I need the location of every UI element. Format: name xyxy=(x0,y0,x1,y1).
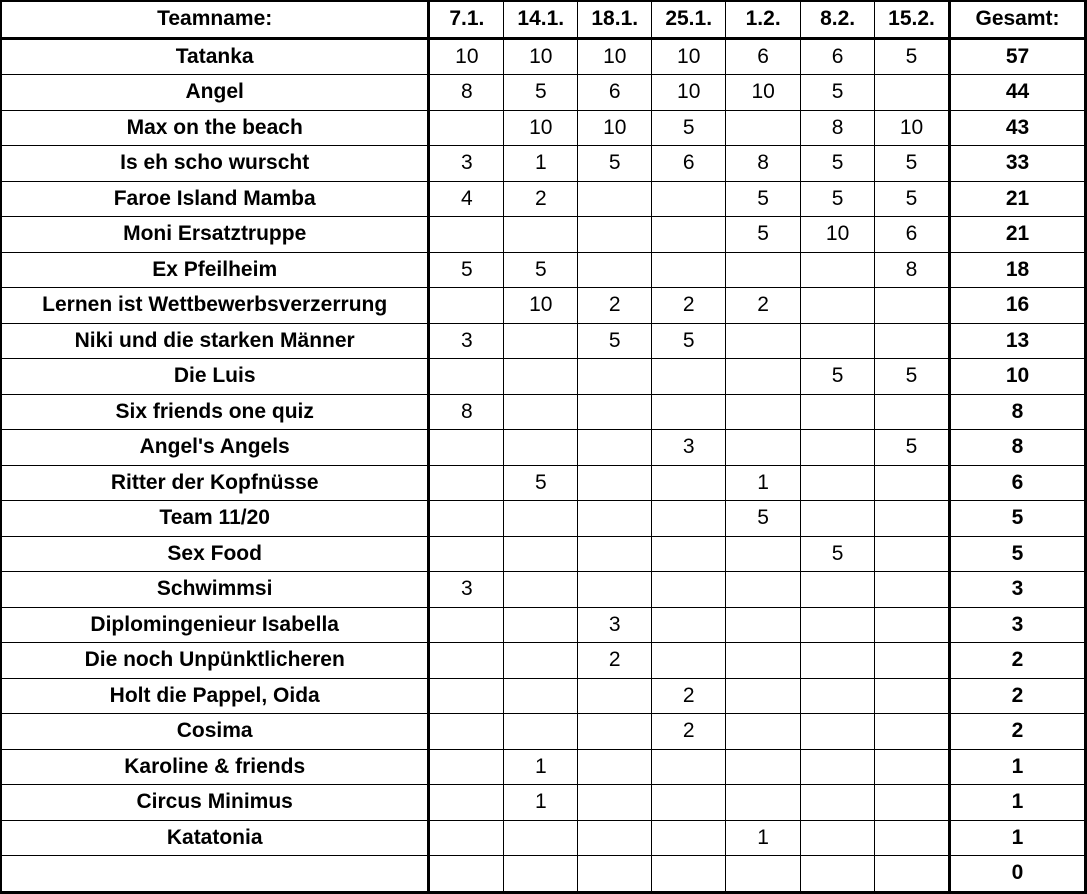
score-cell: 3 xyxy=(429,323,504,359)
total-cell: 1 xyxy=(950,749,1086,785)
score-cell xyxy=(726,323,801,359)
total-cell: 18 xyxy=(950,252,1086,288)
total-cell: 0 xyxy=(950,856,1086,893)
score-cell: 5 xyxy=(578,146,652,182)
score-cell: 3 xyxy=(429,572,504,608)
table-row xyxy=(1,749,1086,785)
score-cell xyxy=(429,714,504,750)
score-cell: 5 xyxy=(875,146,950,182)
team-name-cell: Moni Ersatztruppe xyxy=(1,217,429,253)
score-cell xyxy=(429,359,504,395)
score-cell xyxy=(801,288,875,324)
score-cell: 6 xyxy=(652,146,726,182)
score-cell xyxy=(578,359,652,395)
score-cell xyxy=(504,678,578,714)
total-cell: 6 xyxy=(950,465,1086,501)
score-cell xyxy=(652,536,726,572)
score-cell xyxy=(504,501,578,537)
total-cell: 3 xyxy=(950,572,1086,608)
score-cell xyxy=(801,252,875,288)
score-cell xyxy=(875,465,950,501)
score-cell xyxy=(726,536,801,572)
score-cell xyxy=(578,678,652,714)
team-name-cell: Sex Food xyxy=(1,536,429,572)
score-cell xyxy=(429,217,504,253)
score-cell: 10 xyxy=(726,75,801,111)
score-cell xyxy=(504,572,578,608)
score-cell xyxy=(726,252,801,288)
score-cell xyxy=(801,749,875,785)
score-cell: 3 xyxy=(429,146,504,182)
score-cell xyxy=(801,643,875,679)
score-cell xyxy=(504,359,578,395)
table-row xyxy=(1,536,1086,572)
column-header-date: 14.1. xyxy=(504,1,578,38)
score-cell xyxy=(504,217,578,253)
score-cell: 1 xyxy=(726,820,801,856)
score-cell: 8 xyxy=(801,110,875,146)
score-cell: 2 xyxy=(578,288,652,324)
score-cell: 5 xyxy=(726,181,801,217)
column-header-total: Gesamt: xyxy=(950,1,1086,38)
score-cell: 2 xyxy=(504,181,578,217)
total-cell: 5 xyxy=(950,536,1086,572)
score-cell xyxy=(652,359,726,395)
score-cell xyxy=(875,288,950,324)
total-cell: 21 xyxy=(950,181,1086,217)
score-cell xyxy=(652,749,726,785)
score-cell: 2 xyxy=(652,678,726,714)
table-row xyxy=(1,38,1086,75)
table-row xyxy=(1,75,1086,111)
score-cell xyxy=(875,749,950,785)
table-row xyxy=(1,785,1086,821)
score-cell xyxy=(578,856,652,893)
total-cell: 10 xyxy=(950,359,1086,395)
score-cell: 8 xyxy=(875,252,950,288)
score-cell: 5 xyxy=(875,359,950,395)
score-cell xyxy=(652,501,726,537)
table-row xyxy=(1,252,1086,288)
score-cell xyxy=(652,252,726,288)
score-cell xyxy=(429,430,504,466)
table-row xyxy=(1,856,1086,893)
score-cell: 1 xyxy=(726,465,801,501)
score-cell xyxy=(652,785,726,821)
score-cell: 5 xyxy=(801,146,875,182)
score-cell xyxy=(801,430,875,466)
total-cell: 44 xyxy=(950,75,1086,111)
total-cell: 8 xyxy=(950,394,1086,430)
total-cell: 1 xyxy=(950,820,1086,856)
score-cell xyxy=(504,536,578,572)
team-name-cell: Faroe Island Mamba xyxy=(1,181,429,217)
score-cell: 10 xyxy=(652,75,726,111)
total-cell: 16 xyxy=(950,288,1086,324)
score-cell xyxy=(726,678,801,714)
score-cell xyxy=(875,394,950,430)
column-header-teamname: Teamname: xyxy=(1,1,429,38)
score-cell: 1 xyxy=(504,785,578,821)
score-cell xyxy=(726,749,801,785)
score-cell xyxy=(429,536,504,572)
table-row xyxy=(1,359,1086,395)
score-cell xyxy=(726,785,801,821)
total-cell: 21 xyxy=(950,217,1086,253)
table-row xyxy=(1,678,1086,714)
score-cell: 3 xyxy=(652,430,726,466)
score-cell: 10 xyxy=(578,38,652,75)
score-cell: 5 xyxy=(504,75,578,111)
score-cell xyxy=(504,714,578,750)
score-cell xyxy=(875,643,950,679)
score-cell xyxy=(801,678,875,714)
score-cell xyxy=(801,323,875,359)
score-cell: 6 xyxy=(726,38,801,75)
table-row xyxy=(1,820,1086,856)
score-cell: 4 xyxy=(429,181,504,217)
score-cell: 6 xyxy=(578,75,652,111)
score-cell xyxy=(652,465,726,501)
table-row xyxy=(1,323,1086,359)
table-row xyxy=(1,430,1086,466)
score-cell: 5 xyxy=(429,252,504,288)
score-cell xyxy=(801,856,875,893)
score-cell xyxy=(652,181,726,217)
team-name-cell: Schwimmsi xyxy=(1,572,429,608)
score-cell xyxy=(801,607,875,643)
score-cell xyxy=(652,607,726,643)
table-row xyxy=(1,465,1086,501)
score-cell xyxy=(429,607,504,643)
score-cell xyxy=(726,430,801,466)
score-cell: 10 xyxy=(429,38,504,75)
score-cell xyxy=(429,678,504,714)
score-cell: 10 xyxy=(652,38,726,75)
team-name-cell: Ritter der Kopfnüsse xyxy=(1,465,429,501)
table-row xyxy=(1,146,1086,182)
total-cell: 3 xyxy=(950,607,1086,643)
score-cell xyxy=(801,714,875,750)
score-cell: 2 xyxy=(652,288,726,324)
score-cell xyxy=(504,856,578,893)
table-row xyxy=(1,217,1086,253)
score-cell xyxy=(578,714,652,750)
score-cell: 5 xyxy=(875,181,950,217)
total-cell: 2 xyxy=(950,714,1086,750)
score-cell xyxy=(429,820,504,856)
score-cell xyxy=(578,430,652,466)
header-row xyxy=(1,1,1086,38)
score-cell xyxy=(578,394,652,430)
score-cell: 2 xyxy=(578,643,652,679)
team-name-cell: Holt die Pappel, Oida xyxy=(1,678,429,714)
score-cell xyxy=(875,536,950,572)
score-cell xyxy=(726,607,801,643)
team-name-cell: Die noch Unpünktlicheren xyxy=(1,643,429,679)
table-row xyxy=(1,110,1086,146)
team-name-cell: Ex Pfeilheim xyxy=(1,252,429,288)
score-cell: 10 xyxy=(504,38,578,75)
column-header-date: 25.1. xyxy=(652,1,726,38)
score-cell xyxy=(652,572,726,608)
score-cell: 5 xyxy=(652,323,726,359)
score-cell xyxy=(504,323,578,359)
score-cell: 10 xyxy=(504,110,578,146)
score-cell xyxy=(504,394,578,430)
score-cell xyxy=(578,785,652,821)
score-cell xyxy=(429,288,504,324)
team-name-cell: Tatanka xyxy=(1,38,429,75)
score-cell xyxy=(875,572,950,608)
team-name-cell: Angel xyxy=(1,75,429,111)
table-row xyxy=(1,643,1086,679)
team-name-cell: Lernen ist Wettbewerbsverzerrung xyxy=(1,288,429,324)
score-cell xyxy=(578,217,652,253)
score-cell: 6 xyxy=(875,217,950,253)
score-cell xyxy=(801,572,875,608)
column-header-date: 15.2. xyxy=(875,1,950,38)
score-cell: 5 xyxy=(875,430,950,466)
score-cell xyxy=(429,785,504,821)
score-cell xyxy=(578,820,652,856)
score-cell xyxy=(652,643,726,679)
score-cell: 10 xyxy=(875,110,950,146)
team-name-cell xyxy=(1,856,429,893)
score-cell xyxy=(504,820,578,856)
score-cell: 5 xyxy=(801,359,875,395)
score-cell xyxy=(504,430,578,466)
score-cell: 8 xyxy=(429,394,504,430)
total-cell: 2 xyxy=(950,678,1086,714)
score-cell xyxy=(504,607,578,643)
table-row xyxy=(1,714,1086,750)
team-name-cell: Cosima xyxy=(1,714,429,750)
score-cell xyxy=(875,856,950,893)
score-cell xyxy=(875,820,950,856)
score-cell xyxy=(429,856,504,893)
score-cell: 10 xyxy=(578,110,652,146)
team-name-cell: Circus Minimus xyxy=(1,785,429,821)
total-cell: 13 xyxy=(950,323,1086,359)
team-name-cell: Die Luis xyxy=(1,359,429,395)
score-cell xyxy=(726,714,801,750)
table-row xyxy=(1,394,1086,430)
score-cell xyxy=(652,856,726,893)
score-cell: 10 xyxy=(504,288,578,324)
total-cell: 2 xyxy=(950,643,1086,679)
team-name-cell: Six friends one quiz xyxy=(1,394,429,430)
team-name-cell: Is eh scho wurscht xyxy=(1,146,429,182)
team-name-cell: Karoline & friends xyxy=(1,749,429,785)
score-cell xyxy=(578,536,652,572)
score-cell xyxy=(801,394,875,430)
score-cell xyxy=(726,572,801,608)
total-cell: 5 xyxy=(950,501,1086,537)
table-row xyxy=(1,181,1086,217)
score-cell xyxy=(801,501,875,537)
total-cell: 57 xyxy=(950,38,1086,75)
score-cell: 5 xyxy=(726,217,801,253)
score-cell xyxy=(578,181,652,217)
score-cell: 1 xyxy=(504,749,578,785)
score-cell xyxy=(875,323,950,359)
team-name-cell: Angel's Angels xyxy=(1,430,429,466)
score-cell xyxy=(429,643,504,679)
team-name-cell: Niki und die starken Männer xyxy=(1,323,429,359)
score-cell: 8 xyxy=(429,75,504,111)
score-cell: 5 xyxy=(504,252,578,288)
score-cell: 5 xyxy=(801,536,875,572)
score-cell: 5 xyxy=(801,75,875,111)
score-cell: 6 xyxy=(801,38,875,75)
score-cell xyxy=(578,252,652,288)
total-cell: 33 xyxy=(950,146,1086,182)
column-header-date: 1.2. xyxy=(726,1,801,38)
score-cell: 5 xyxy=(726,501,801,537)
score-cell xyxy=(875,607,950,643)
score-cell xyxy=(429,749,504,785)
score-cell xyxy=(578,465,652,501)
table-row xyxy=(1,501,1086,537)
score-cell xyxy=(578,501,652,537)
total-cell: 8 xyxy=(950,430,1086,466)
score-cell xyxy=(429,110,504,146)
score-cell xyxy=(801,785,875,821)
team-name-cell: Team 11/20 xyxy=(1,501,429,537)
score-cell xyxy=(875,75,950,111)
score-cell xyxy=(578,572,652,608)
score-cell xyxy=(726,643,801,679)
score-cell xyxy=(652,394,726,430)
score-cell xyxy=(726,856,801,893)
score-cell: 10 xyxy=(801,217,875,253)
score-cell: 2 xyxy=(652,714,726,750)
score-cell: 5 xyxy=(578,323,652,359)
score-cell xyxy=(726,110,801,146)
score-cell xyxy=(726,394,801,430)
score-cell xyxy=(652,820,726,856)
score-cell xyxy=(801,465,875,501)
table-row xyxy=(1,572,1086,608)
score-cell: 8 xyxy=(726,146,801,182)
column-header-date: 7.1. xyxy=(429,1,504,38)
score-cell: 1 xyxy=(504,146,578,182)
total-cell: 43 xyxy=(950,110,1086,146)
score-cell xyxy=(875,501,950,537)
column-header-date: 8.2. xyxy=(801,1,875,38)
score-cell: 5 xyxy=(652,110,726,146)
score-cell xyxy=(726,359,801,395)
table-row xyxy=(1,607,1086,643)
table-row xyxy=(1,288,1086,324)
score-cell xyxy=(875,785,950,821)
team-name-cell: Katatonia xyxy=(1,820,429,856)
team-name-cell: Diplomingenieur Isabella xyxy=(1,607,429,643)
score-cell xyxy=(504,643,578,679)
score-cell: 5 xyxy=(504,465,578,501)
score-cell: 3 xyxy=(578,607,652,643)
table-body xyxy=(1,38,1086,892)
score-cell: 5 xyxy=(875,38,950,75)
score-cell xyxy=(875,678,950,714)
score-cell xyxy=(652,217,726,253)
score-cell xyxy=(429,501,504,537)
team-name-cell: Max on the beach xyxy=(1,110,429,146)
score-cell xyxy=(875,714,950,750)
score-cell xyxy=(429,465,504,501)
column-header-date: 18.1. xyxy=(578,1,652,38)
score-cell xyxy=(801,820,875,856)
score-cell: 5 xyxy=(801,181,875,217)
total-cell: 1 xyxy=(950,785,1086,821)
score-cell: 2 xyxy=(726,288,801,324)
score-cell xyxy=(578,749,652,785)
